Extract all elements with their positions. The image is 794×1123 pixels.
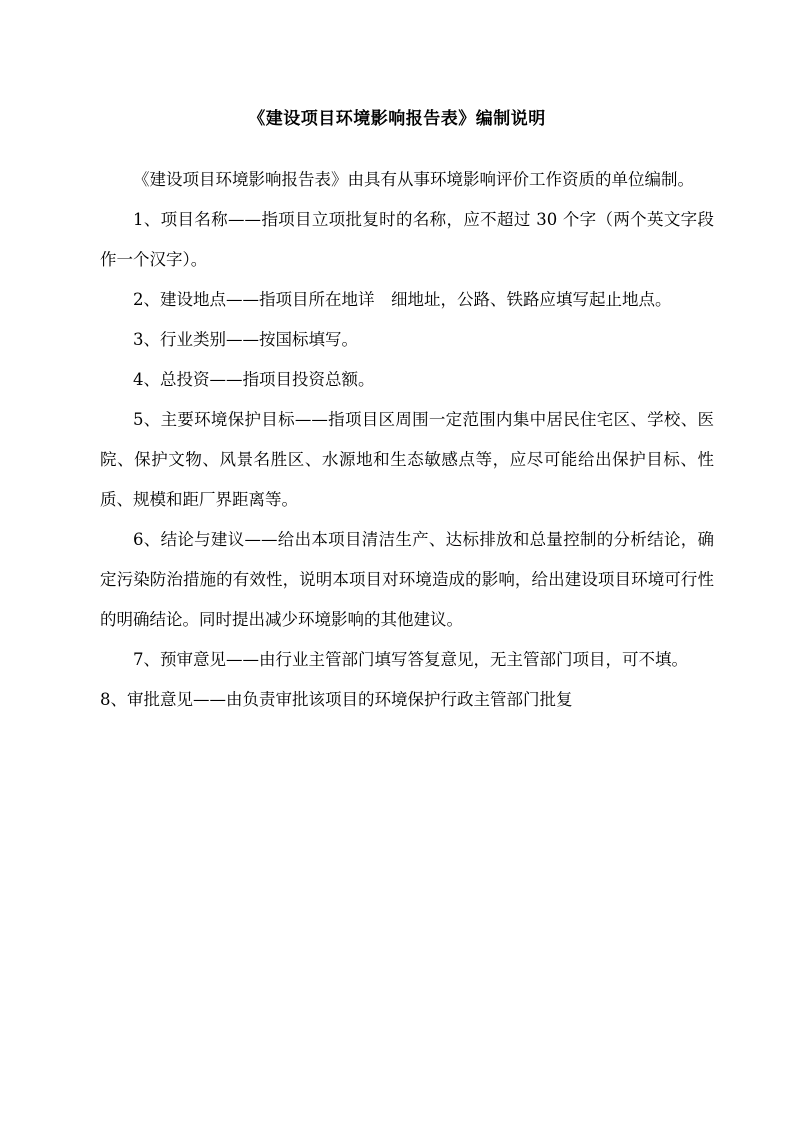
item-approval: 8、审批意见——由负责审批该项目的环境保护行政主管部门批复 — [100, 690, 573, 709]
item-industry-category: 3、行业类别——按国标填写。 — [133, 330, 358, 349]
item-project-name: 1、项目名称——指项目立项批复时的名称，应不超过 30 个字（两个英文字段作一个汉字）。 — [100, 210, 714, 269]
item-total-investment: 4、总投资——指项目投资总额。 — [133, 370, 375, 389]
item-conclusions: 6、结论与建议——给出本项目清洁生产、达标排放和总量控制的分析结论，确定污染防治措施的有效性，说明本项目对环境造成的影响，给出建设项目环境可行性的明确结论。同时提出减少环境影响的其他建议。 — [100, 530, 714, 629]
intro-paragraph: 《建设项目环境影响报告表》由具有从事环境影响评价工作资质的单位编制。 — [133, 170, 694, 189]
item-pre-review: 7、预审意见——由行业主管部门填写答复意见，无主管部门项目，可不填。 — [133, 650, 688, 669]
item-protection-targets: 5、主要环境保护目标——指项目区周围一定范围内集中居民住宅区、学校、医院、保护文物、风景名胜区、水源地和生态敏感点等，应尽可能给出保护目标、性质、规模和距厂界距离等。 — [100, 410, 714, 509]
item-construction-site: 2、建设地点——指项目所在地详 细地址，公路、铁路应填写起止地点。 — [133, 290, 672, 309]
document-title: 《建设项目环境影响报告表》编制说明 — [248, 109, 546, 129]
document-body — [100, 160, 714, 720]
